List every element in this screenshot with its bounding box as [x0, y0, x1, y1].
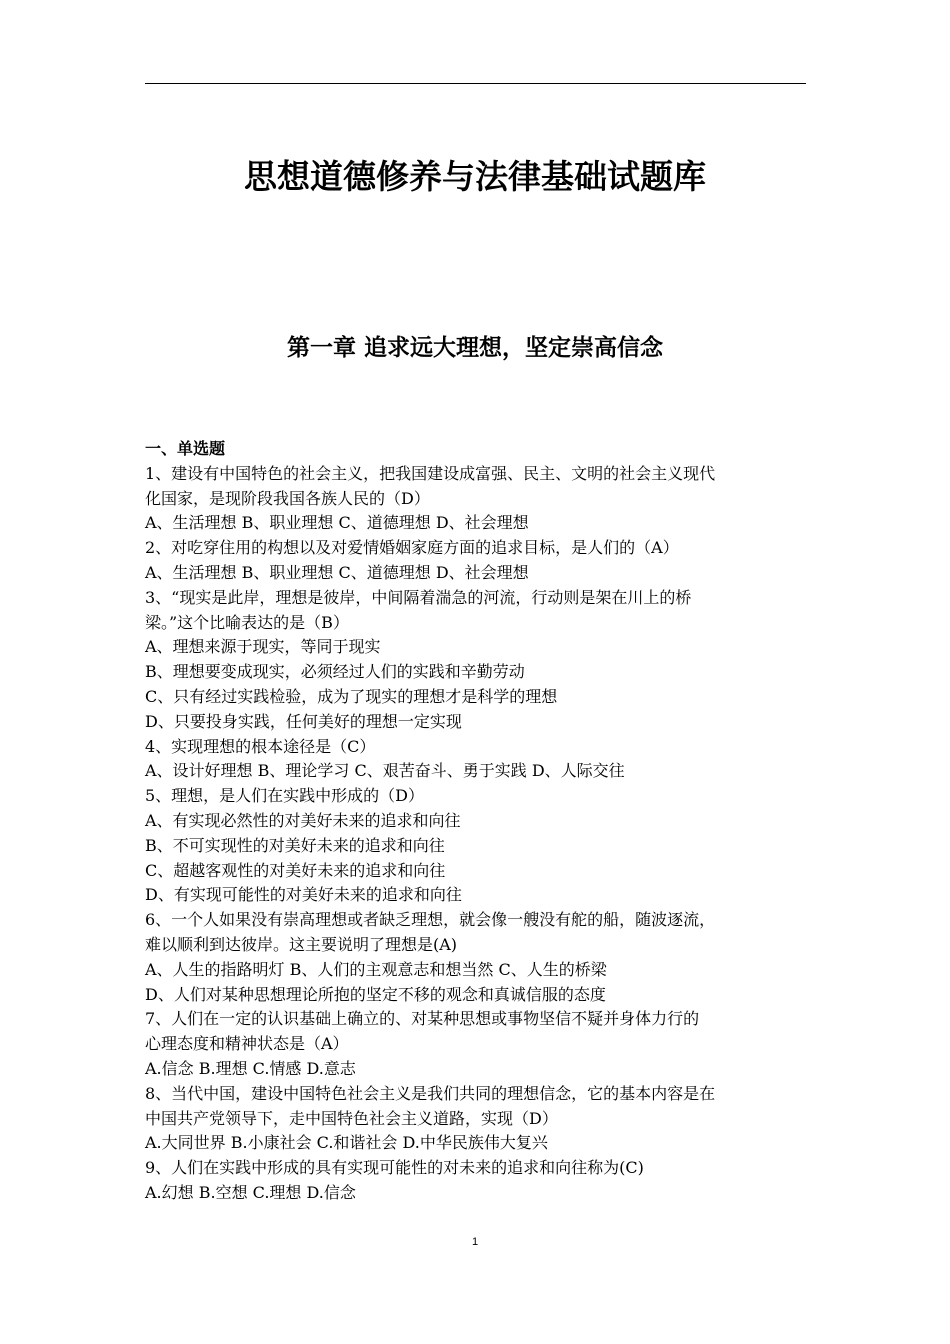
text-line: 5、理想，是人们在实践中形成的（D） [145, 786, 425, 806]
text-line: 难以顺利到达彼岸。这主要说明了理想是(A) [145, 934, 458, 954]
text-line: 4、实现理想的根本途径是（C） [145, 736, 376, 756]
text-line: A、设计好理想 B、理论学习 C、艰苦奋斗、勇于实践 D、人际交往 [145, 761, 625, 781]
text-line: A.大同世界 B.小康社会 C.和谐社会 D.中华民族伟大复兴 [145, 1133, 548, 1153]
text-line: D、只要投身实践，任何美好的理想一定实现 [145, 711, 462, 731]
text-line: 6、一个人如果没有崇高理想或者缺乏理想，就会像一艘没有舵的船，随波逐流， [145, 910, 716, 930]
text-line: D、有实现可能性的对美好未来的追求和向往 [145, 885, 462, 905]
text-line: 3、“现实是此岸，理想是彼岸，中间隔着湍急的河流，行动则是架在川上的桥 [145, 587, 692, 607]
document-title: 思想道德修养与法律基础试题库 [244, 157, 706, 196]
text-line: A、人生的指路明灯 B、人们的主观意志和想当然 C、人生的桥梁 [145, 959, 607, 979]
text-line: A、生活理想 B、职业理想 C、道德理想 D、社会理想 [145, 562, 529, 582]
text-line: 梁。”这个比喻表达的是（B） [145, 612, 349, 632]
text-line: 7、人们在一定的认识基础上确立的、对某种思想或事物坚信不疑并身体力行的 [145, 1009, 700, 1029]
text-line: A.幻想 B.空想 C.理想 D.信念 [145, 1182, 356, 1202]
text-line: 1、建设有中国特色的社会主义，把我国建设成富强、民主、文明的社会主义现代 [145, 463, 716, 483]
text-line: A、有实现必然性的对美好未来的追求和向往 [145, 810, 461, 830]
chapter-title: 第一章 追求远大理想，坚定崇高信念 [286, 335, 663, 361]
document-body [145, 437, 810, 1206]
text-line: 心理态度和精神状态是（A） [145, 1034, 349, 1054]
page-number: 1 [471, 1236, 479, 1248]
text-line: 9、人们在实践中形成的具有实现可能性的对未来的追求和向往称为(C) [145, 1158, 644, 1178]
text-line: C、只有经过实践检验，成为了现实的理想才是科学的理想 [145, 686, 558, 706]
text-line: B、不可实现性的对美好未来的追求和向往 [145, 835, 445, 855]
text-line: 化国家，是现阶段我国各族人民的（D） [145, 488, 430, 508]
header-rule [145, 83, 806, 84]
text-line: B、理想要变成现实，必须经过人们的实践和辛勤劳动 [145, 662, 525, 682]
text-line: 8、当代中国，建设中国特色社会主义是我们共同的理想信念，它的基本内容是在 [145, 1083, 716, 1103]
text-line: A、理想来源于现实，等同于现实 [145, 637, 381, 657]
section-heading: 一、单选题 [145, 439, 226, 458]
text-line: 2、对吃穿住用的构想以及对爱情婚姻家庭方面的追求目标，是人们的（A） [145, 538, 679, 558]
text-line: 中国共产党领导下，走中国特色社会主义道路，实现（D） [145, 1108, 558, 1128]
text-line: D、人们对某种思想理论所抱的坚定不移的观念和真诚信服的态度 [145, 984, 606, 1004]
text-line: C、超越客观性的对美好未来的追求和向往 [145, 860, 446, 880]
text-line: A、生活理想 B、职业理想 C、道德理想 D、社会理想 [145, 513, 529, 533]
text-line: A.信念 B.理想 C.情感 D.意志 [145, 1058, 356, 1078]
question-list [145, 462, 810, 1206]
